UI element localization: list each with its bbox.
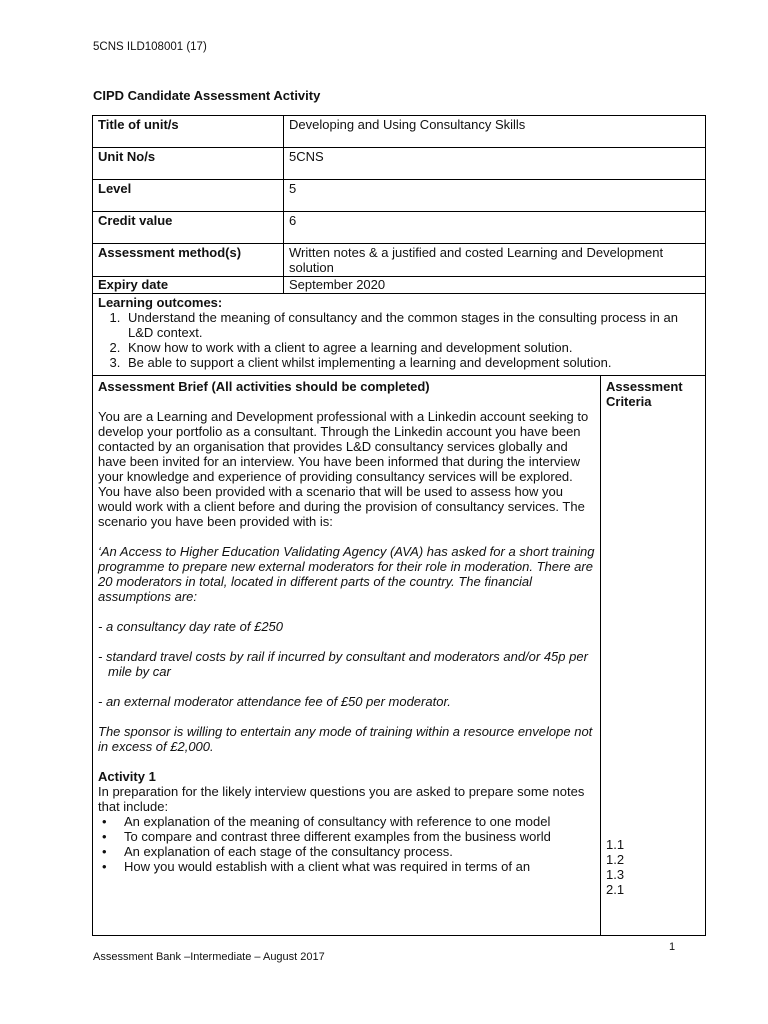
table-row (93, 212, 706, 244)
criteria-item: 1.3 (606, 867, 625, 882)
list-item: 1. Understand the meaning of consultancy and the common stages in the consulting process in an L&D context. (124, 310, 700, 340)
criteria-item: 1.1 (606, 837, 625, 852)
row-label: Assessment method(s) (93, 244, 284, 277)
learning-outcomes-list (98, 310, 700, 370)
row-label: Unit No/s (93, 148, 284, 180)
criteria-cell (601, 376, 706, 936)
table-row (93, 148, 706, 180)
table-row (93, 116, 706, 148)
assumption-travel: - standard travel costs by rail if incurred by consultant and moderators and/or 45p per (98, 649, 588, 664)
row-value: Written notes & a justified and costed Learning and Development solution (284, 244, 706, 277)
table-row (93, 180, 706, 212)
row-label: Level (93, 180, 284, 212)
document-title: CIPD Candidate Assessment Activity (93, 88, 321, 103)
criteria-item: 2.1 (606, 882, 625, 897)
brief-intro: You are a Learning and Development professional with a Linkedin account seeking to develop your portfolio as a consultant. Through the Linkedin account you have been contacted by an organisation that provides L&D consultancy services globally and have been invited for an interview. You have been informed that during the interview your knowledge and experience of providing consultancy services will be explored. You have also been provided with a scenario that will be used to assess how you would work with a client before and during the provision of consultancy services. The scenario you have been provided with is: (98, 409, 589, 529)
brief-heading: Assessment Brief (All activities should be completed) (98, 379, 430, 394)
unit-info-table (92, 115, 706, 376)
bullet-icon: • (102, 844, 107, 859)
activity-list (98, 814, 595, 874)
list-item: • An explanation of each stage of the consultancy process. (102, 844, 453, 859)
table-row (93, 277, 706, 294)
page-number: 1 (669, 941, 676, 953)
table-row (93, 244, 706, 277)
list-item: 3. Be able to support a client whilst implementing a learning and development solution. (124, 355, 700, 370)
activity-intro: In preparation for the likely interview questions you are asked to prepare some notes that include: (98, 784, 585, 814)
assumption-travel-cont: mile by car (108, 664, 171, 679)
row-value: 5 (284, 180, 706, 212)
row-label: Title of unit/s (93, 116, 284, 148)
row-label: Expiry date (93, 277, 284, 294)
row-value: 5CNS (284, 148, 706, 180)
learning-outcomes-cell (93, 294, 706, 376)
document-code: 5CNS ILD108001 (17) (93, 41, 207, 53)
row-label: Credit value (93, 212, 284, 244)
table-row (93, 376, 706, 936)
criteria-list (606, 837, 700, 897)
scenario-text: ‘An Access to Higher Education Validating Agency (AVA) has asked for a short training programme to prepare new external moderators for their role in moderation. There are 20 moderators in total, located in different parts of the country. The financial assumptions are: (98, 544, 595, 604)
assessment-brief-table (92, 375, 706, 936)
brief-cell (93, 376, 601, 936)
sponsor-text: The sponsor is willing to entertain any mode of training within a resource envelope not in excess of £2,000. (98, 724, 593, 754)
row-value: Developing and Using Consultancy Skills (284, 116, 706, 148)
bullet-icon: • (102, 814, 107, 829)
activity-title: Activity 1 (98, 769, 156, 784)
list-item: • How you would establish with a client what was required in terms of an (102, 859, 531, 874)
assumption-day-rate: - a consultancy day rate of £250 (98, 619, 284, 634)
list-item: • To compare and contrast three different examples from the business world (102, 829, 551, 844)
list-item: • An explanation of the meaning of consultancy with reference to one model (102, 814, 551, 829)
criteria-heading: Assessment Criteria (606, 379, 683, 409)
list-item: 2. Know how to work with a client to agree a learning and development solution. (124, 340, 700, 355)
bullet-icon: • (102, 829, 107, 844)
criteria-item: 1.2 (606, 852, 625, 867)
footer-text: Assessment Bank –Intermediate – August 2017 (93, 951, 325, 963)
learning-outcomes-row (93, 294, 706, 376)
learning-outcomes-title: Learning outcomes: (98, 295, 223, 310)
bullet-icon: • (102, 859, 107, 874)
row-value: 6 (284, 212, 706, 244)
assumption-attendance-fee: - an external moderator attendance fee of £50 per moderator. (98, 694, 451, 709)
row-value: September 2020 (284, 277, 706, 294)
